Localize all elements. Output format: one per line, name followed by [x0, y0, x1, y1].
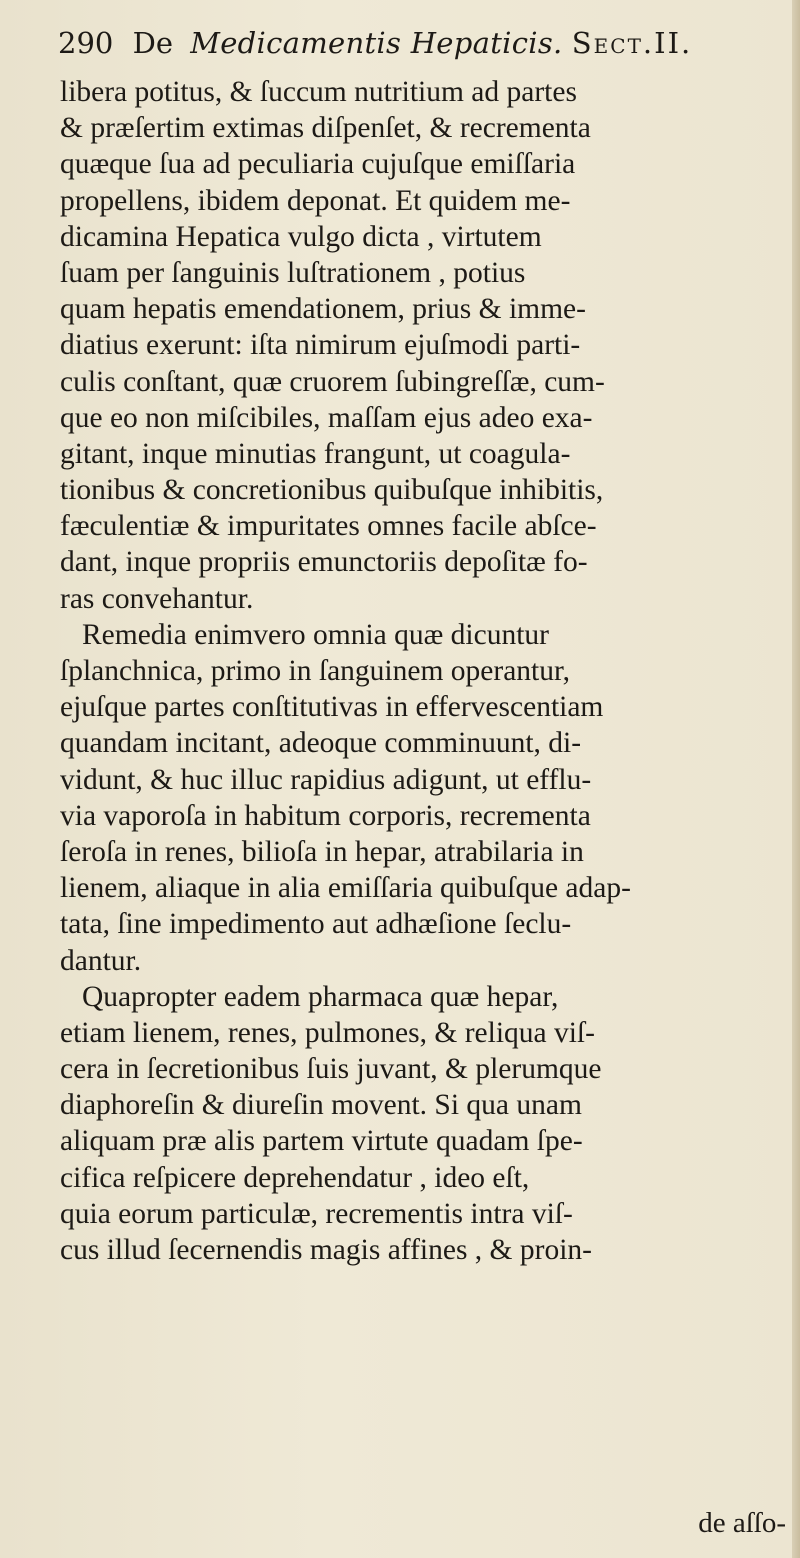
text-line: aliquam præ alis partem virtute quadam ſpe- — [60, 1125, 583, 1158]
text-line: ſplanchnica, primo in ſanguinem operantur, — [60, 655, 570, 687]
page-edge — [792, 0, 800, 1558]
text-line: diatius exerunt: iſta nimirum ejuſmodi parti- — [60, 329, 581, 362]
text-line: vidunt, & huc illuc rapidius adigunt, ut efflu- — [60, 763, 592, 796]
text-line: etiam lienem, renes, pulmones, & reliqua viſ- — [60, 1016, 595, 1049]
text-line: culis conſtant, quæ cruorem ſubingreſſæ, cum- — [60, 365, 605, 398]
text-line: fæculentiæ & impuritates omnes facile abſce- — [60, 510, 597, 543]
text-line: gitant, inque minutias frangunt, ut coagula- — [60, 437, 571, 470]
body-text — [60, 74, 790, 1268]
text-line: cifica reſpicere deprehendatur , ideo eſt, — [60, 1161, 530, 1194]
text-line: quandam incitant, adeoque comminuunt, di- — [60, 727, 582, 760]
text-line: lienem, aliaque in alia emiſſaria quibuſque adap- — [60, 872, 631, 905]
text-line: ejuſque partes conſtitutivas in effervescentiam — [60, 691, 604, 724]
text-line: dicamina Hepatica vulgo dicta , virtutem — [60, 220, 542, 253]
text-line: que eo non miſcibiles, maſſam ejus adeo exa- — [60, 401, 593, 434]
text-line: ſuam per ſanguinis luſtrationem , potius — [60, 256, 526, 289]
section-label: Sect.II. — [571, 26, 693, 60]
catchword: de aſſo- — [698, 1507, 786, 1539]
text-line: cus illud ſecernendis magis affines , & proin- — [60, 1234, 592, 1266]
text-line: quæque ſua ad peculiaria cujuſque emiſſaria — [60, 148, 576, 181]
text-line: ſeroſa in renes, bilioſa in hepar, atrabilaria in — [60, 835, 584, 868]
text-line: libera potitus, & ſuccum nutritium ad partes — [60, 76, 577, 108]
running-header — [58, 26, 798, 66]
text-line: via vaporoſa in habitum corporis, recrementa — [60, 799, 591, 832]
text-line: & præſertim extimas diſpenſet, & recrementa — [60, 112, 591, 145]
text-line: tata, ſine impedimento aut adhæſione ſeclu- — [60, 908, 572, 941]
text-line: tionibus & concretionibus quibuſque inhibitis, — [60, 474, 604, 507]
text-line: quia eorum particulæ, recrementis intra viſ- — [60, 1197, 573, 1230]
text-line: ras convehantur. — [60, 582, 254, 615]
paragraph-start-line: Quapropter eadem pharmaca quæ hepar, — [82, 980, 559, 1013]
text-line: diaphoreſin & diureſin movent. Si qua unam — [60, 1089, 582, 1122]
text-line: dant, inque propriis emunctoriis depoſitæ fo- — [60, 546, 588, 579]
header-title: Medicamentis Hepaticis. — [190, 26, 563, 60]
paragraph-start-line: Remedia enimvero omnia quæ dicuntur — [82, 618, 549, 651]
text-line: quam hepatis emendationem, prius & imme- — [60, 293, 586, 326]
text-line: cera in ſecretionibus ſuis juvant, & plerumque — [60, 1053, 602, 1086]
page-number: 290 — [58, 26, 114, 60]
header-title-prefix: De — [132, 26, 173, 60]
text-line: dantur. — [60, 944, 142, 977]
text-line: propellens, ibidem deponat. Et quidem me- — [60, 184, 571, 217]
